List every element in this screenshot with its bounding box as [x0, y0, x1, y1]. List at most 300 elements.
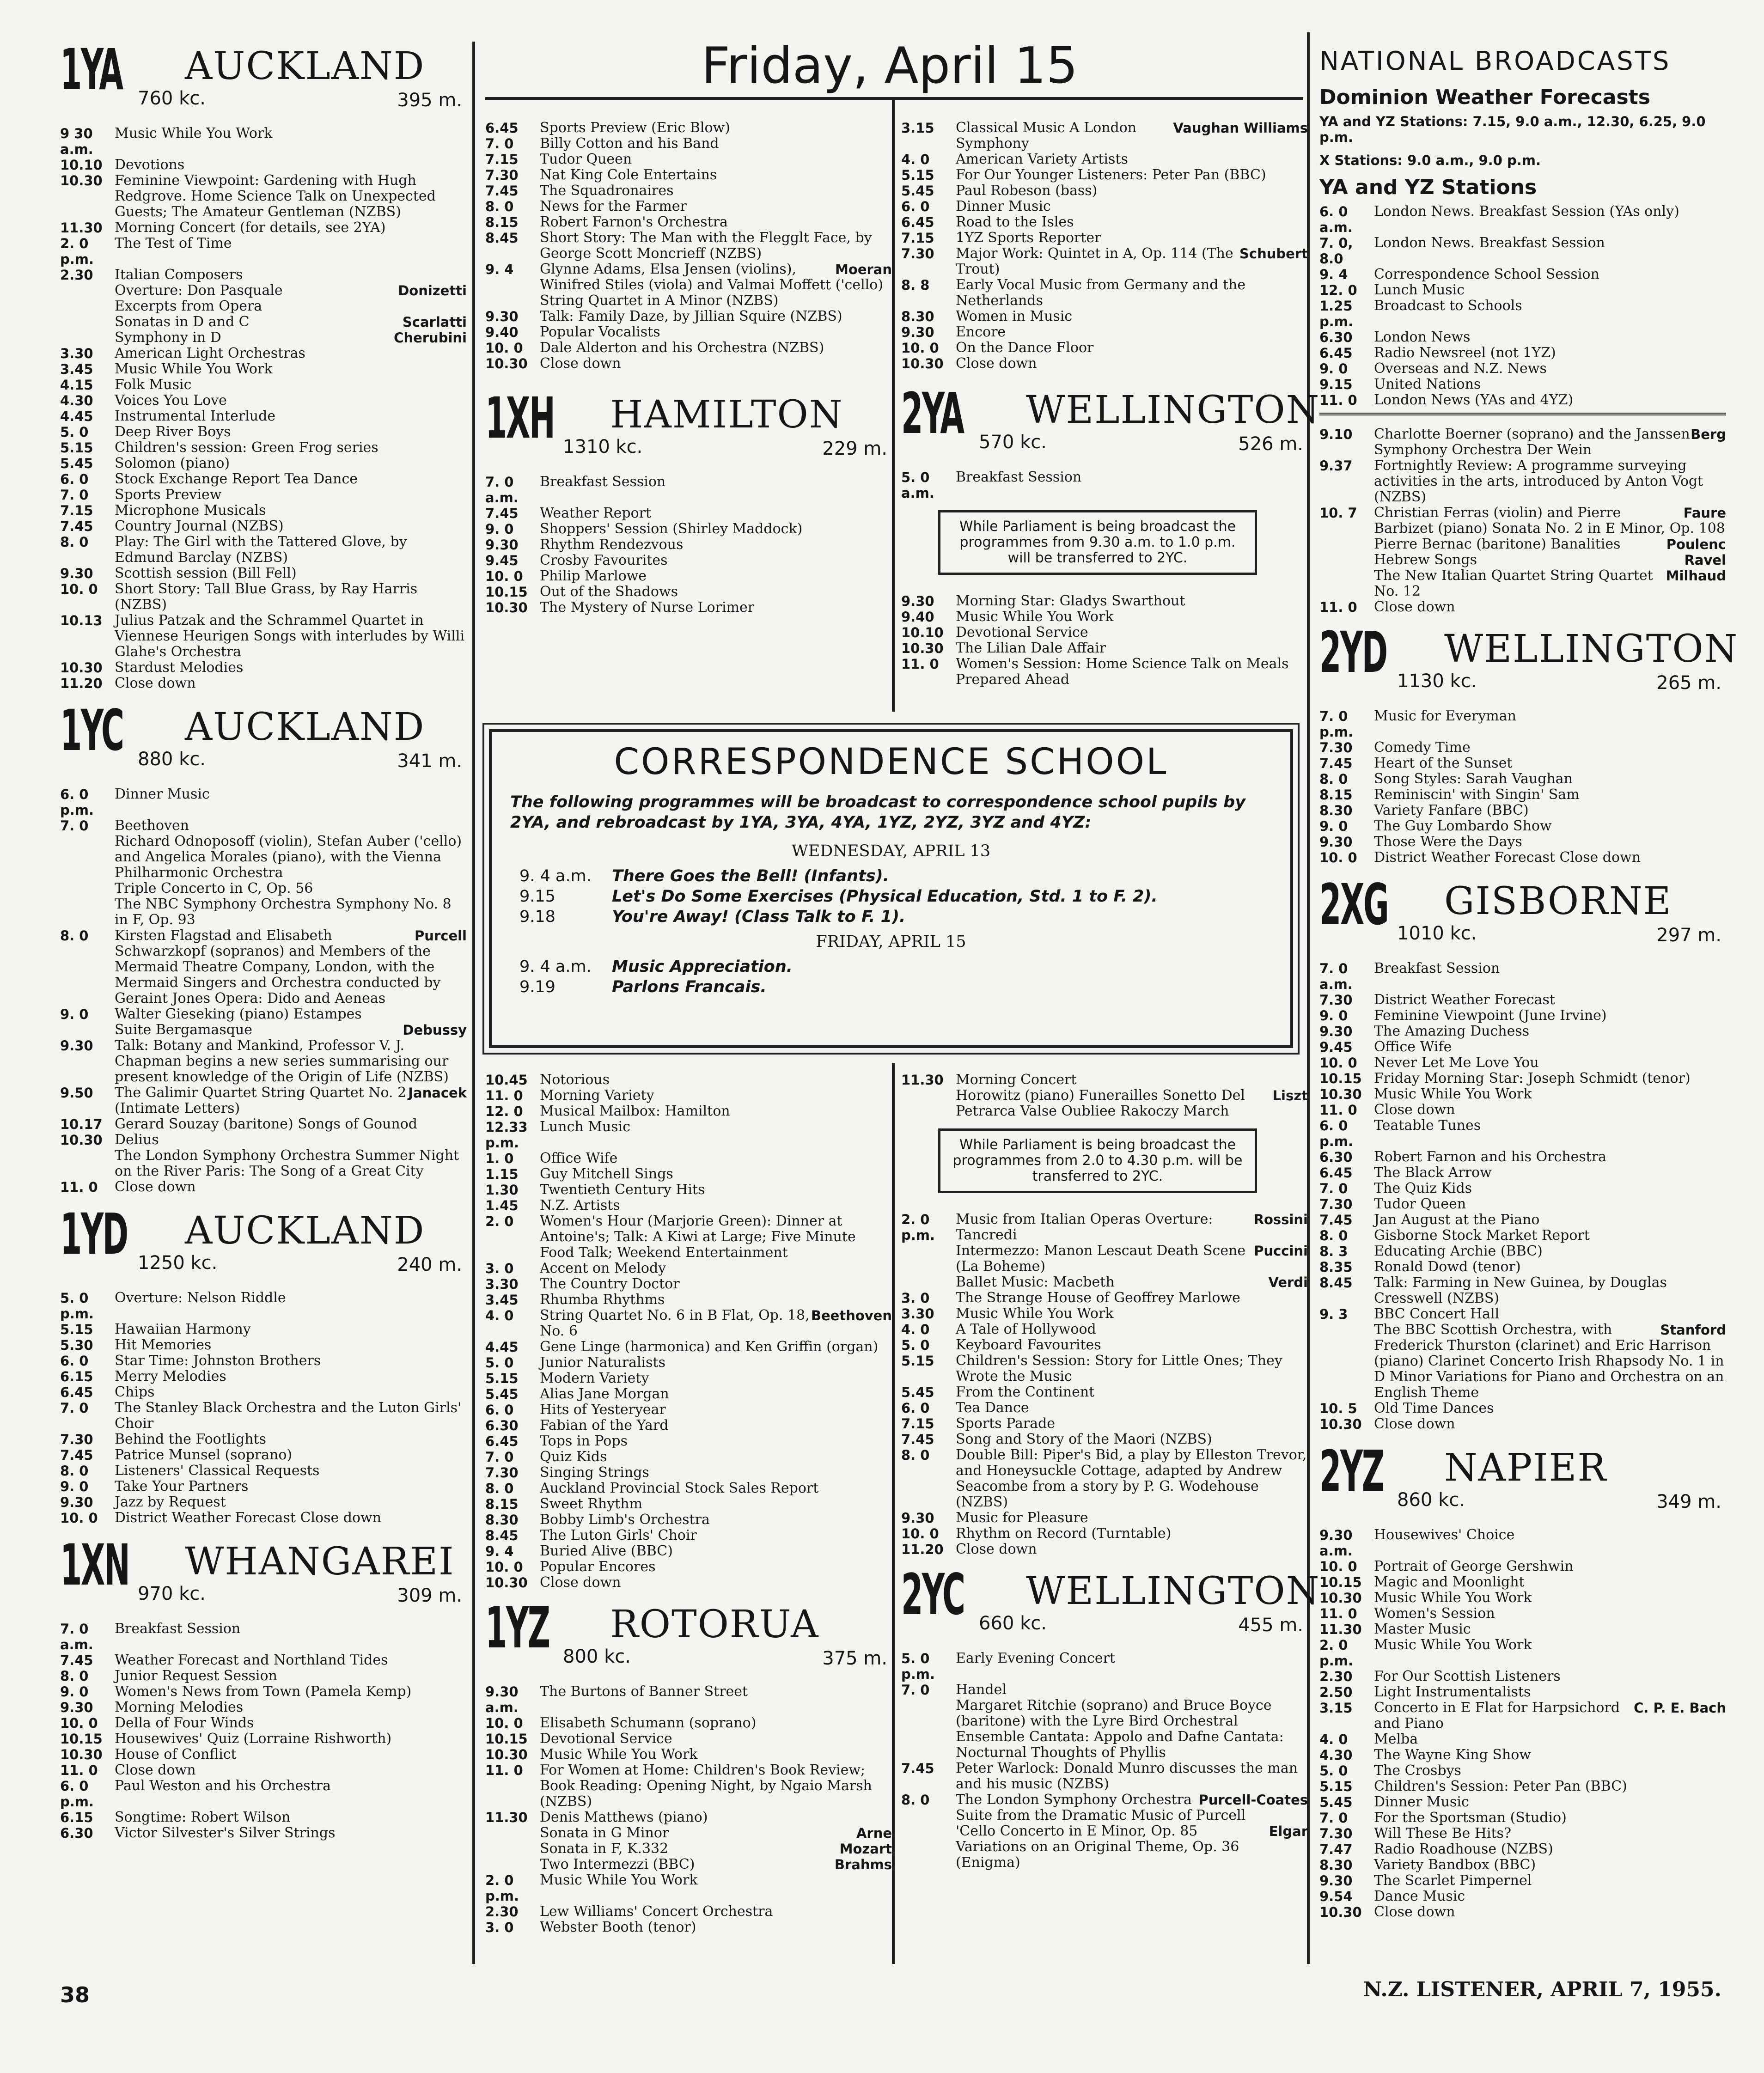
time: 7. 0	[485, 136, 514, 152]
programme: Margaret Ritchie (soprano) and Bruce Boyce (baritone) with the Lyre Bird Orchestral Ensemble Cantata: Appolo and Dafne Cantata: Nocturnal Thoughts of Phyllis	[956, 1697, 1284, 1761]
wavelength: 455 m.	[1238, 1615, 1303, 1636]
correspondence-row	[519, 886, 1272, 907]
time: 8. 0	[60, 928, 89, 944]
schedule-row	[485, 1104, 892, 1119]
time: 10.30	[485, 1747, 528, 1762]
frequency: 1310 kc.	[563, 436, 643, 457]
programme: Women's Session: Home Science Talk on Meals Prepared Ahead	[956, 656, 1289, 688]
programme: Jazz by Request	[115, 1494, 226, 1510]
time: 10.30	[485, 356, 528, 372]
schedule-row	[60, 834, 467, 881]
time: 9.30	[60, 1494, 93, 1510]
time: 11.20	[60, 676, 103, 691]
schedule-row	[901, 214, 1308, 230]
programme: Master Music	[1374, 1621, 1471, 1637]
programme: Junior Request Session	[115, 1668, 277, 1684]
programme: Children's Session: Story for Little Ones; They Wrote the Music	[956, 1353, 1282, 1384]
schedule-row	[1319, 1244, 1726, 1259]
programme: Purcell Kirsten Flagstad and Elisabeth Schwarzkopf (sopranos) and Members of the Mermaid Theatre Company, London, with the Mermaid Singers and Orchestra conducted by Geraint Jones Opera: Dido and Aeneas	[115, 927, 467, 1006]
programme: Correspondence School Session	[1374, 266, 1599, 282]
programme: Out of the Shadows	[540, 584, 678, 600]
programme: American Light Orchestras	[115, 345, 305, 361]
schedule-row	[901, 356, 1308, 372]
time: 9.30	[901, 593, 934, 609]
schedule-row	[1319, 1196, 1726, 1212]
programme: Tops in Pops	[540, 1433, 628, 1449]
time: 7.15	[485, 152, 519, 167]
schedule-row	[60, 471, 467, 487]
time: 7.30	[60, 1432, 93, 1447]
schedule-row	[901, 1792, 1308, 1823]
station-2yc	[901, 1562, 1320, 1871]
schedule-continued-2ya	[901, 1072, 1308, 1557]
composer: Stanford	[1660, 1322, 1726, 1338]
time: 5. 0	[901, 1337, 930, 1353]
programme: Instrumental Interlude	[115, 408, 276, 424]
programme: On the Dance Floor	[956, 340, 1094, 356]
time: 6.30	[60, 1825, 93, 1841]
time: 10.30	[901, 356, 944, 372]
time: 7.45	[60, 1652, 93, 1668]
schedule-row	[485, 1481, 892, 1496]
time: 9. 0	[60, 1006, 89, 1022]
schedule-row	[1319, 298, 1726, 329]
time: 8.35	[1319, 1259, 1353, 1275]
time: 5. 0 p.m.	[901, 1651, 935, 1682]
schedule-row	[60, 1684, 467, 1700]
schedule-row	[901, 1447, 1308, 1510]
schedule-row	[60, 1369, 467, 1384]
schedule-row	[60, 676, 467, 691]
time: 5.45	[485, 1386, 519, 1402]
schedule-row	[901, 1416, 1308, 1432]
schedule-row	[60, 377, 467, 393]
time	[1319, 552, 1374, 568]
programme: Weather Forecast and Northland Tides	[115, 1652, 388, 1668]
schedule-row	[1319, 850, 1726, 866]
time: 8. 0	[901, 1792, 930, 1808]
time: 10. 0	[485, 340, 523, 356]
schedule-row	[1319, 361, 1726, 377]
time: 1. 0	[485, 1151, 514, 1166]
programme: Songtime: Robert Wilson	[115, 1809, 291, 1825]
time: 6. 0	[60, 1353, 89, 1369]
programme: Elgar 'Cello Concerto in E Minor, Op. 85 Variations on an Original Theme, Op. 36 (Enigma)	[956, 1823, 1308, 1871]
time: 4.30	[60, 393, 93, 409]
programme: Music While You Work	[1374, 1590, 1532, 1606]
schedule-row	[485, 199, 892, 214]
programme: Breakfast Session	[956, 469, 1082, 485]
programme: Broadcast to Schools	[1374, 298, 1522, 314]
schedule-row	[485, 324, 892, 340]
programme: The Test of Time	[115, 235, 232, 251]
time: 8. 0	[1319, 1228, 1348, 1244]
programme: Music While You Work	[540, 1746, 698, 1762]
time: 9. 0	[1319, 361, 1348, 377]
programme: Early Vocal Music from Germany and the Netherlands	[956, 277, 1246, 309]
programme: The Burtons of Banner Street	[540, 1683, 748, 1700]
programme: Morning Concert (for details, see 2YA)	[115, 219, 386, 236]
frequency: 860 kc.	[1397, 1489, 1465, 1511]
correspondence-row	[519, 957, 1272, 977]
programme: Short Story: The Man with the Flegglt Face, by George Scott Moncrieff (NZBS)	[540, 230, 872, 262]
time: 12. 0	[485, 1104, 523, 1119]
time: 11. 0	[1319, 392, 1357, 408]
programme: The Scarlet Pimpernel	[1374, 1872, 1532, 1889]
schedule-row	[60, 566, 467, 581]
programme: Country Journal (NZBS)	[115, 518, 284, 534]
schedule-row	[485, 1762, 892, 1810]
schedule	[485, 1684, 892, 1935]
schedule-row	[485, 521, 892, 537]
schedule-row	[1319, 282, 1726, 298]
programme: Debussy Suite Bergamasque	[115, 1022, 467, 1038]
schedule-row	[485, 1261, 892, 1276]
programme: Rhythm Rendezvous	[540, 537, 684, 553]
programme: Road to the Isles	[956, 214, 1074, 230]
programme: Women's Hour (Marjorie Green): Dinner at Antoine's; Talk: A Kiwi at Large; Five Minute Food Talk; Weekend Entertainment	[540, 1213, 856, 1261]
time: 9. 0	[60, 1684, 89, 1700]
time: 6. 0	[60, 471, 89, 487]
programme: Della of Four Winds	[115, 1715, 254, 1731]
composer: Donizetti	[398, 283, 467, 299]
programme: Feminine Viewpoint: Gardening with Hugh Redgrove. Home Science Talk on Unexpected Guests; The Amateur Gentleman (NZBS)	[115, 172, 436, 220]
schedule-row	[1319, 377, 1726, 392]
schedule-row	[901, 1353, 1308, 1384]
schedule-row	[485, 1198, 892, 1213]
schedule-row	[60, 424, 467, 440]
column-rule-2b	[892, 1063, 895, 1964]
programme: Music for Pleasure	[956, 1510, 1088, 1526]
schedule-row	[60, 346, 467, 361]
programme: Dinner Music	[1374, 1794, 1469, 1810]
time: 4. 0	[485, 1308, 514, 1323]
programme: Rhythm on Record (Turntable)	[956, 1525, 1172, 1542]
wavelength: 341 m.	[397, 750, 462, 772]
schedule-continued-1yz	[901, 120, 1308, 372]
time: 3. 0	[485, 1261, 514, 1276]
date-heading: Friday, April 15	[701, 37, 1078, 95]
schedule-continued-1xh	[485, 1072, 892, 1591]
programme: Early Evening Concert	[956, 1650, 1116, 1666]
programme: Scottish session (Bill Fell)	[115, 565, 297, 581]
time: 4.45	[60, 409, 93, 424]
column-rule-1	[472, 42, 475, 1964]
schedule-row	[1319, 1165, 1726, 1181]
time	[901, 1698, 956, 1761]
schedule-row	[485, 1920, 892, 1935]
programme: United Nations	[1374, 376, 1481, 392]
time: 8. 3	[1319, 1244, 1348, 1259]
schedule-row	[485, 1119, 892, 1151]
time: 9. 3	[1319, 1306, 1348, 1322]
station-header	[60, 1532, 467, 1616]
composer: Schubert	[1239, 246, 1308, 262]
time: 7.30	[1319, 1826, 1353, 1841]
programme: Talk: Family Daze, by Jillian Squire (NZBS)	[540, 308, 842, 324]
programme: Auckland Provincial Stock Sales Report	[540, 1480, 819, 1496]
schedule-row	[1319, 1416, 1726, 1432]
correspondence-row	[519, 977, 1272, 997]
schedule-row	[1319, 1401, 1726, 1416]
time: 6.45	[901, 214, 934, 230]
schedule-row	[485, 1166, 892, 1182]
call-sign: 1YD	[60, 1201, 128, 1267]
composer: Elgar	[1269, 1823, 1308, 1839]
programme: The Country Doctor	[540, 1276, 680, 1292]
schedule-row	[60, 1479, 467, 1494]
schedule-row	[1319, 1873, 1726, 1889]
call-sign: 2YZ	[1319, 1439, 1384, 1504]
time: 9. 4 a.m.	[519, 867, 592, 885]
time: 8.30	[1319, 803, 1353, 818]
schedule-row	[1319, 1669, 1726, 1684]
programme: Encore	[956, 324, 1006, 340]
time: 9. 4	[485, 1543, 514, 1559]
station-2ya	[901, 381, 1320, 688]
frequency: 570 kc.	[979, 432, 1047, 453]
schedule-row	[1319, 1275, 1726, 1306]
programme: Variety Bandbox (BBC)	[1374, 1857, 1536, 1873]
programme: Jan August at the Piano	[1374, 1212, 1540, 1228]
schedule-row	[485, 356, 892, 372]
call-sign: 1YZ	[485, 1595, 549, 1661]
programme: House of Conflict	[115, 1746, 237, 1762]
time: 6. 0	[901, 1400, 930, 1416]
schedule-row	[901, 1322, 1308, 1337]
schedule-row	[60, 1337, 467, 1353]
programme: Dance Music	[1374, 1888, 1465, 1904]
time: 10.30	[1319, 1904, 1362, 1920]
time: 8.15	[1319, 787, 1353, 803]
schedule-row	[485, 120, 892, 136]
time: 9.30	[1319, 1024, 1353, 1039]
programme: The Wayne King Show	[1374, 1747, 1531, 1763]
schedule-row	[60, 236, 467, 267]
schedule-row	[60, 267, 467, 283]
schedule-row	[1319, 803, 1726, 818]
time: 9. 4	[485, 262, 514, 277]
time: 8.45	[1319, 1275, 1353, 1291]
schedule-row	[1319, 1086, 1726, 1102]
time: 5.45	[901, 183, 934, 199]
programme: Housewives' Quiz (Lorraine Rishworth)	[115, 1731, 392, 1747]
schedule-row	[60, 173, 467, 220]
parliament-notice: While Parliament is being broadcast the programmes from 2.0 to 4.30 p.m. will be transferred to 2YC.	[938, 1128, 1257, 1193]
schedule-row	[1319, 1747, 1726, 1763]
time: 10.13	[60, 613, 103, 628]
time: 8.30	[485, 1512, 519, 1528]
schedule-row	[901, 1290, 1308, 1306]
schedule-row	[60, 1778, 467, 1810]
time: 4.30	[1319, 1747, 1353, 1763]
programme: Faure Christian Ferras (violin) and Pierre Barbizet (piano) Sonata No. 2 in E Minor, Op. 108	[1374, 505, 1726, 537]
time: 11.30	[901, 1072, 944, 1088]
composer: Faure	[1683, 505, 1726, 521]
programme: N.Z. Artists	[540, 1197, 620, 1213]
programme: Crosby Favourites	[540, 552, 668, 568]
time: 5. 0	[60, 424, 89, 440]
schedule-continued-1ya	[485, 120, 892, 372]
column-rule-2	[892, 97, 895, 712]
schedule-row	[1319, 599, 1726, 615]
time: 6.45	[1319, 345, 1353, 361]
programme: Guy Mitchell Sings	[540, 1166, 673, 1182]
station-header	[901, 381, 1320, 464]
time	[60, 834, 115, 881]
programme: London News. Breakfast Session (YAs only)	[1374, 203, 1679, 219]
station-city: HAMILTON	[610, 393, 843, 437]
time: 10. 0	[485, 568, 523, 584]
programme: Behind the Footlights	[115, 1431, 266, 1447]
correspondence-row	[519, 866, 1272, 886]
programme: The Strange House of Geoffrey Marlowe	[956, 1290, 1240, 1306]
programme: Sports Preview	[115, 487, 222, 503]
programme: Play: The Girl with the Tattered Glove, by Edmund Barclay (NZBS)	[115, 534, 407, 566]
programme: Close down	[115, 1179, 196, 1195]
schedule-row	[1319, 552, 1726, 568]
time	[485, 1825, 540, 1841]
schedule-row	[901, 1526, 1308, 1542]
programme: District Weather Forecast Close down	[1374, 849, 1641, 866]
column-2-top	[485, 120, 892, 627]
time: 2.30	[60, 267, 93, 283]
schedule-row	[1319, 1118, 1726, 1149]
time: 10.15	[60, 1731, 103, 1747]
time: 7. 0	[1319, 1181, 1348, 1196]
time: 7.45	[901, 1432, 934, 1447]
programme: Dale Alderton and his Orchestra (NZBS)	[540, 340, 824, 356]
programme: Close down	[1374, 1416, 1455, 1432]
time: 9.30	[60, 1038, 93, 1054]
programme: Walter Gieseking (piano) Estampes	[115, 1006, 362, 1022]
time	[485, 1857, 540, 1872]
time: 7. 0	[901, 1682, 930, 1698]
programme: The NBC Symphony Orchestra Symphony No. 8 in F, Op. 93	[115, 896, 452, 928]
schedule-row	[1319, 1181, 1726, 1196]
programme: Robert Farnon's Orchestra	[540, 214, 728, 230]
time: 9.30	[1319, 1873, 1353, 1889]
schedule-row	[901, 1542, 1308, 1557]
schedule-row	[485, 1339, 892, 1355]
time: 5. 0 p.m.	[60, 1290, 94, 1322]
programme: Stanford The BBC Scottish Orchestra, with Frederick Thurston (clarinet) and Eric Harrison (piano) Clarinet Concerto Irish Rhapsody No. 1 in D Minor Variations for Piano and Orchestra on an English Theme	[1374, 1322, 1726, 1401]
station-header	[1319, 620, 1739, 703]
station-1yz	[485, 1595, 892, 1935]
schedule-row	[1319, 961, 1726, 992]
schedule-row	[485, 1276, 892, 1292]
time: 10.15	[485, 1731, 528, 1747]
programme: Take Your Partners	[115, 1478, 249, 1494]
time: 7. 0 a.m.	[60, 1621, 93, 1652]
schedule-row	[1319, 756, 1726, 771]
time: 7.45	[485, 183, 519, 199]
divider	[1319, 413, 1726, 415]
programme: Microphone Musicals	[115, 502, 266, 518]
time: 8. 0	[901, 1447, 930, 1463]
schedule-row	[485, 1182, 892, 1198]
schedule-row	[60, 330, 467, 346]
time: 9.30	[485, 537, 519, 553]
schedule-row	[901, 246, 1308, 277]
programme: Mozart Sonata in F, K.332	[540, 1841, 892, 1857]
schedule-row	[60, 1022, 467, 1038]
schedule-row	[485, 600, 892, 616]
schedule-row	[60, 1747, 467, 1762]
schedule-row	[485, 1559, 892, 1575]
programme: Music While You Work	[956, 1305, 1114, 1322]
time: 6. 0 p.m.	[1319, 1118, 1354, 1149]
programme: The Quiz Kids	[1374, 1180, 1472, 1196]
wavelength: 229 m.	[822, 438, 887, 459]
schedule-row	[60, 1006, 467, 1022]
programme: Close down	[956, 1541, 1037, 1557]
composer: Purcell-Coates	[1198, 1792, 1308, 1808]
time: 12.33 p.m.	[485, 1119, 528, 1151]
station-1yd	[60, 1201, 467, 1526]
programme: Overture: Nelson Riddle	[115, 1290, 286, 1306]
programme: Listeners' Classical Requests	[115, 1463, 320, 1479]
time	[60, 881, 115, 896]
frequency: 970 kc.	[138, 1583, 206, 1604]
time: 6.45	[485, 120, 519, 136]
time	[1319, 537, 1374, 552]
programme: Song and Story of the Maori (NZBS)	[956, 1431, 1212, 1447]
frequency: 1010 kc.	[1397, 923, 1477, 944]
programme: Brahms Two Intermezzi (BBC)	[540, 1856, 892, 1872]
schedule-row	[60, 613, 467, 660]
time: 3.15	[1319, 1700, 1353, 1716]
programme: BBC Concert Hall	[1374, 1306, 1500, 1322]
programme: Victor Silvester's Silver Strings	[115, 1825, 336, 1841]
schedule-row	[485, 1825, 892, 1841]
time: 9.45	[1319, 1039, 1353, 1055]
programme: For Women at Home: Children's Book Review; Book Reading: Opening Night, by Ngaio Marsh (NZBS)	[540, 1762, 872, 1810]
frequency: 1250 kc.	[138, 1252, 218, 1274]
schedule-row	[485, 1402, 892, 1418]
time: 11. 0	[1319, 1606, 1357, 1622]
programme: Radio Newsreel (not 1YZ)	[1374, 345, 1556, 361]
time: 4. 0	[901, 1322, 930, 1337]
composer: Arne	[856, 1825, 892, 1841]
programme: Popular Vocalists	[540, 324, 660, 340]
time: 4. 0	[901, 152, 930, 167]
schedule-row	[901, 1337, 1308, 1353]
schedule-row	[1319, 1527, 1726, 1559]
wavelength: 240 m.	[397, 1254, 462, 1275]
time: 3.30	[485, 1276, 519, 1292]
programme: Purcell-Coates The London Symphony Orchestra Suite from the Dramatic Music of Purcell	[956, 1792, 1308, 1823]
composer: Purcell	[415, 928, 467, 944]
time: 7. 0	[60, 1400, 89, 1416]
time: 6.45	[1319, 1165, 1353, 1181]
station-1yc	[60, 698, 467, 1195]
schedule-row	[60, 1132, 467, 1148]
time: 10. 0	[60, 1715, 98, 1731]
time: 4.45	[485, 1339, 519, 1355]
programme: Short Story: Tall Blue Grass, by Ray Harris (NZBS)	[115, 581, 418, 613]
programme: Music While You Work	[540, 1872, 698, 1888]
programme: Handel	[956, 1682, 1007, 1698]
correspondence-intro: The following programmes will be broadcast to correspondence school pupils by 2YA, and rebroadcast by 1YA, 3YA, 4YA, 1YZ, 2YZ, 3YZ and 4YZ:	[510, 793, 1246, 832]
time: 9.30 a.m.	[1319, 1527, 1353, 1559]
schedule-row	[60, 503, 467, 518]
programme: Breakfast Session	[1374, 960, 1500, 976]
time: 9. 0	[1319, 818, 1348, 834]
schedule-row	[485, 1904, 892, 1920]
schedule-row	[1319, 537, 1726, 552]
schedule-row	[485, 1684, 892, 1715]
